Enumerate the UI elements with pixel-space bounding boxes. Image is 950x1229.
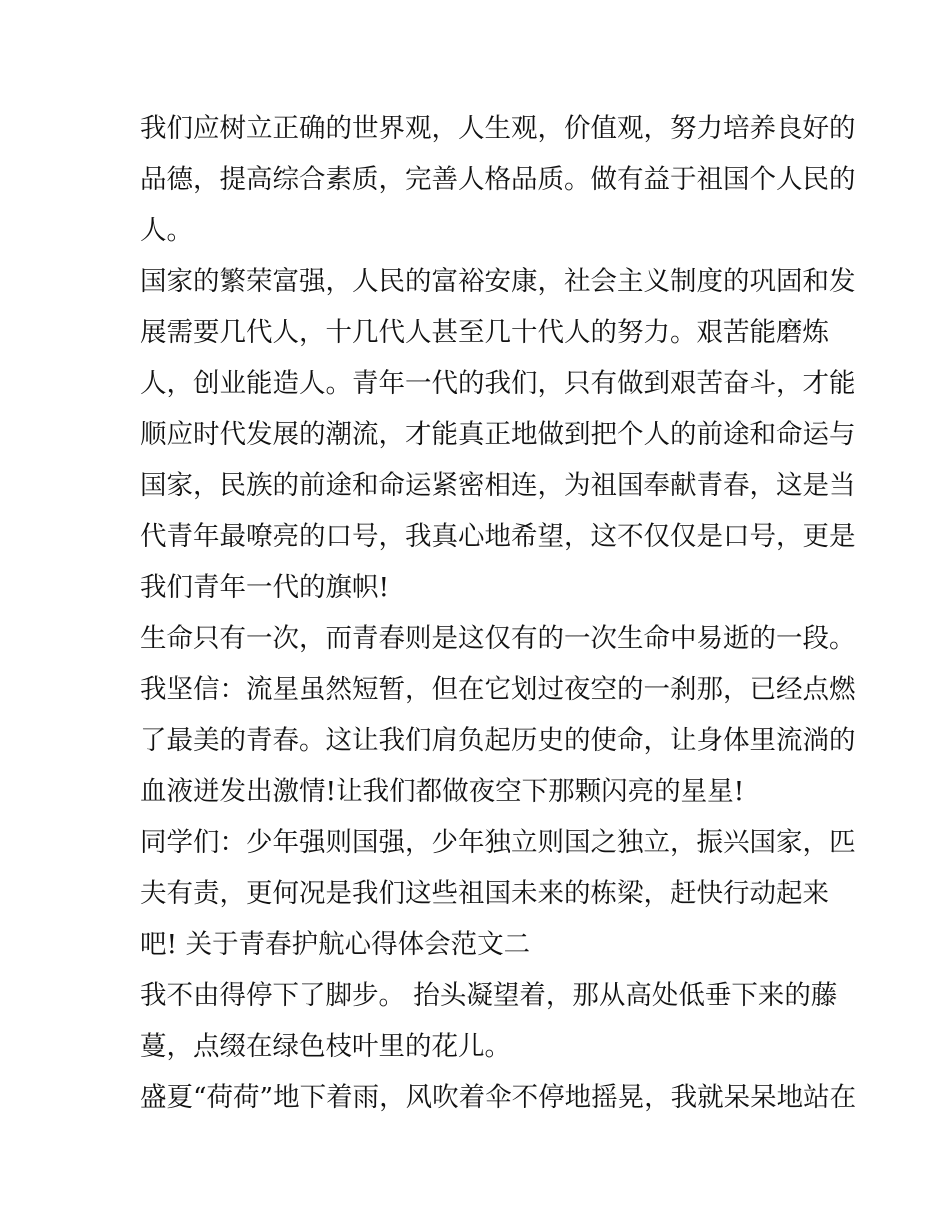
text-line: 品德，提高综合素质，完善人格品质。做有益于祖国个人民的 (140, 164, 856, 195)
body-text (140, 108, 857, 1128)
text-line: 同学们：少年强则国强，少年独立则国之独立，振兴国家，匹 (140, 827, 856, 858)
text-line: 盛夏“荷荷”地下着雨，风吹着伞不停地摇晃，我就呆呆地站在 (140, 1082, 857, 1113)
text-line: 顺应时代发展的潮流，才能真正地做到把个人的前途和命运与 (140, 419, 856, 450)
text-line: 我们青年一代的旗帜! (140, 572, 390, 603)
text-line: 国家的繁荣富强，人民的富裕安康，社会主义制度的巩固和发 (140, 266, 856, 297)
text-line: 我不由得停下了脚步。 抬头凝望着，那从高处低垂下来的藤 (140, 980, 838, 1011)
text-line: 展需要几代人，十几代人甚至几十代人的努力。艰苦能磨炼 (140, 317, 829, 348)
text-line: 生命只有一次，而青春则是这仅有的一次生命中易逝的一段。 (140, 623, 856, 654)
text-line: 蔓，点缀在绿色枝叶里的花儿。 (140, 1031, 511, 1062)
text-line: 我坚信：流星虽然短暂，但在它划过夜空的一刹那，已经点燃 (140, 674, 856, 705)
text-line: 国家，民族的前途和命运紧密相连，为祖国奉献青春，这是当 (140, 470, 856, 501)
text-line: 了最美的青春。这让我们肩负起历史的使命，让身体里流淌的 (140, 725, 856, 756)
text-line: 夫有责，更何况是我们这些祖国未来的栋梁，赶快行动起来 (140, 878, 829, 909)
text-line: 我们应树立正确的世界观，人生观，价值观，努力培养良好的 (140, 113, 856, 144)
text-line: 人，创业能造人。青年一代的我们，只有做到艰苦奋斗，才能 (140, 368, 856, 399)
text-line: 代青年最嘹亮的口号，我真心地希望，这不仅仅是口号，更是 (140, 521, 856, 552)
text-line: 吧! 关于青春护航心得体会范文二 (140, 929, 531, 960)
text-line: 人。 (140, 215, 193, 246)
text-line: 血液迸发出激情!让我们都做夜空下那颗闪亮的星星! (140, 776, 745, 807)
